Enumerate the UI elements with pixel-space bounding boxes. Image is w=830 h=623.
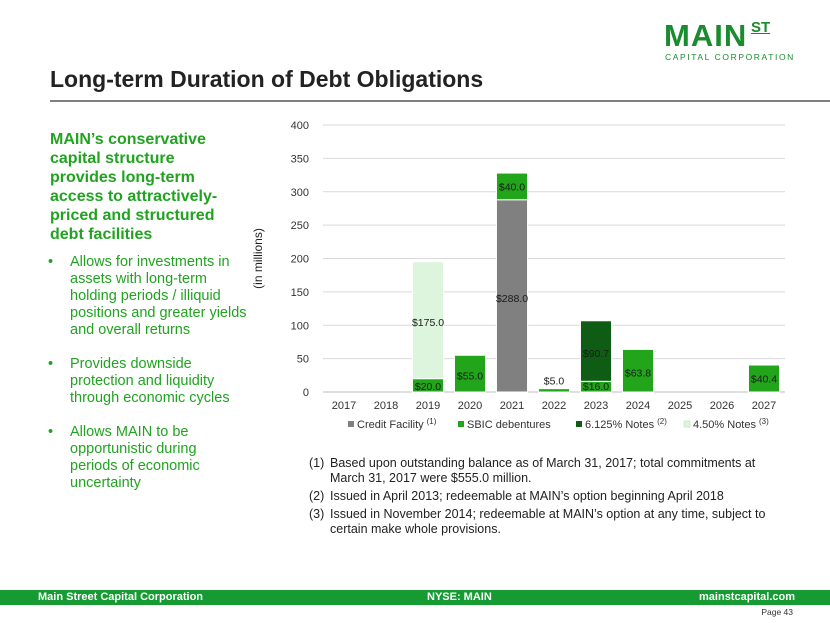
data-label: $55.0 (456, 370, 484, 383)
data-label: $288.0 (495, 292, 529, 305)
x-tick-label: 2026 (709, 400, 735, 412)
data-label: $90.7 (582, 348, 610, 361)
data-label: $40.0 (498, 181, 526, 194)
footer-ticker: NYSE: MAIN (427, 591, 492, 603)
footer-bar (0, 590, 830, 605)
legend-swatch (458, 421, 464, 427)
bullet-list (48, 254, 248, 509)
footnote-text: Based upon outstanding balance as of March 31, 2017; total commitments at March 31, 2017 were $555.0 million. (330, 456, 756, 485)
data-label: $175.0 (411, 317, 445, 330)
bullet-item: • Provides downside protection and liquidity through economic cycles (48, 356, 248, 407)
title-divider (50, 100, 830, 102)
footer-company: Main Street Capital Corporation (38, 591, 204, 603)
y-tick-label: 250 (290, 220, 309, 233)
y-tick-label: 350 (290, 153, 309, 166)
logo-main-text: MAIN (664, 18, 748, 53)
legend-label: 4.50% Notes $^{(3)}$ (693, 417, 769, 431)
footnote-item (309, 507, 779, 537)
x-tick-label: 2027 (751, 400, 777, 412)
y-tick-label: 50 (296, 353, 309, 366)
y-tick-label: 0 (302, 387, 309, 399)
footnote-number: (1) (309, 456, 325, 470)
footnotes (309, 456, 779, 540)
footnote-item (309, 456, 779, 486)
y-tick-label: 150 (290, 286, 309, 299)
x-tick-label: 2018 (373, 400, 399, 412)
x-tick-label: 2025 (667, 400, 693, 412)
footer-website[interactable]: mainstcapital.com (699, 591, 795, 603)
slide-title: Long-term Duration of Debt Obligations (50, 66, 484, 92)
data-label: $40.4 (750, 373, 778, 386)
bar (538, 389, 569, 392)
footnote-item (309, 489, 779, 504)
y-tick-label: 300 (290, 186, 309, 199)
page-number: Page 43 (761, 607, 793, 617)
y-tick-label: 400 (290, 120, 309, 132)
x-tick-label: 2022 (541, 400, 567, 412)
legend-swatch (684, 421, 690, 427)
debt-maturity-chart (240, 110, 800, 440)
main-street-logo (664, 18, 795, 62)
data-label: $20.0 (414, 381, 442, 393)
data-label: $63.8 (624, 367, 652, 380)
x-tick-label: 2021 (499, 400, 525, 412)
footnote-text: Issued in April 2013; redeemable at MAIN’s option beginning April 2018 (330, 489, 724, 503)
footnote-text: Issued in November 2014; redeemable at MAIN’s option at any time, subject to certain make whole provisions. (330, 507, 766, 536)
y-axis-title: (in millions) (251, 228, 265, 289)
y-tick-label: 100 (290, 320, 309, 333)
logo-st-text: ST (751, 19, 771, 36)
y-tick-label: 200 (290, 253, 309, 266)
bullet-item: • Allows for investments in assets with long-term holding periods / illiquid positions and greater yields and overall returns (48, 254, 248, 339)
legend-label: SBIC debentures (467, 419, 551, 431)
bullet-item: • Allows MAIN to be opportunistic during periods of economic uncertainty (48, 424, 248, 492)
lead-statement: MAIN’s conservative capital structure provides long-term access to attractively-priced and structured debt facilities (50, 131, 218, 243)
logo-subtitle: CAPITAL CORPORATION (665, 52, 795, 62)
x-tick-label: 2023 (583, 400, 609, 412)
legend-label: Credit Facility $^{(1)}$ (357, 417, 437, 431)
legend-label: 6.125% Notes $^{(2)}$ (585, 417, 667, 431)
x-tick-label: 2024 (625, 400, 651, 412)
x-tick-label: 2019 (415, 400, 441, 412)
x-tick-label: 2017 (331, 400, 357, 412)
data-label: $16.0 (582, 381, 610, 393)
x-tick-label: 2020 (457, 400, 483, 412)
footnote-number: (2) (309, 489, 325, 503)
legend-swatch (576, 421, 582, 427)
data-label: $5.0 (543, 375, 565, 388)
legend-swatch (348, 421, 354, 427)
footnote-number: (3) (309, 507, 325, 521)
